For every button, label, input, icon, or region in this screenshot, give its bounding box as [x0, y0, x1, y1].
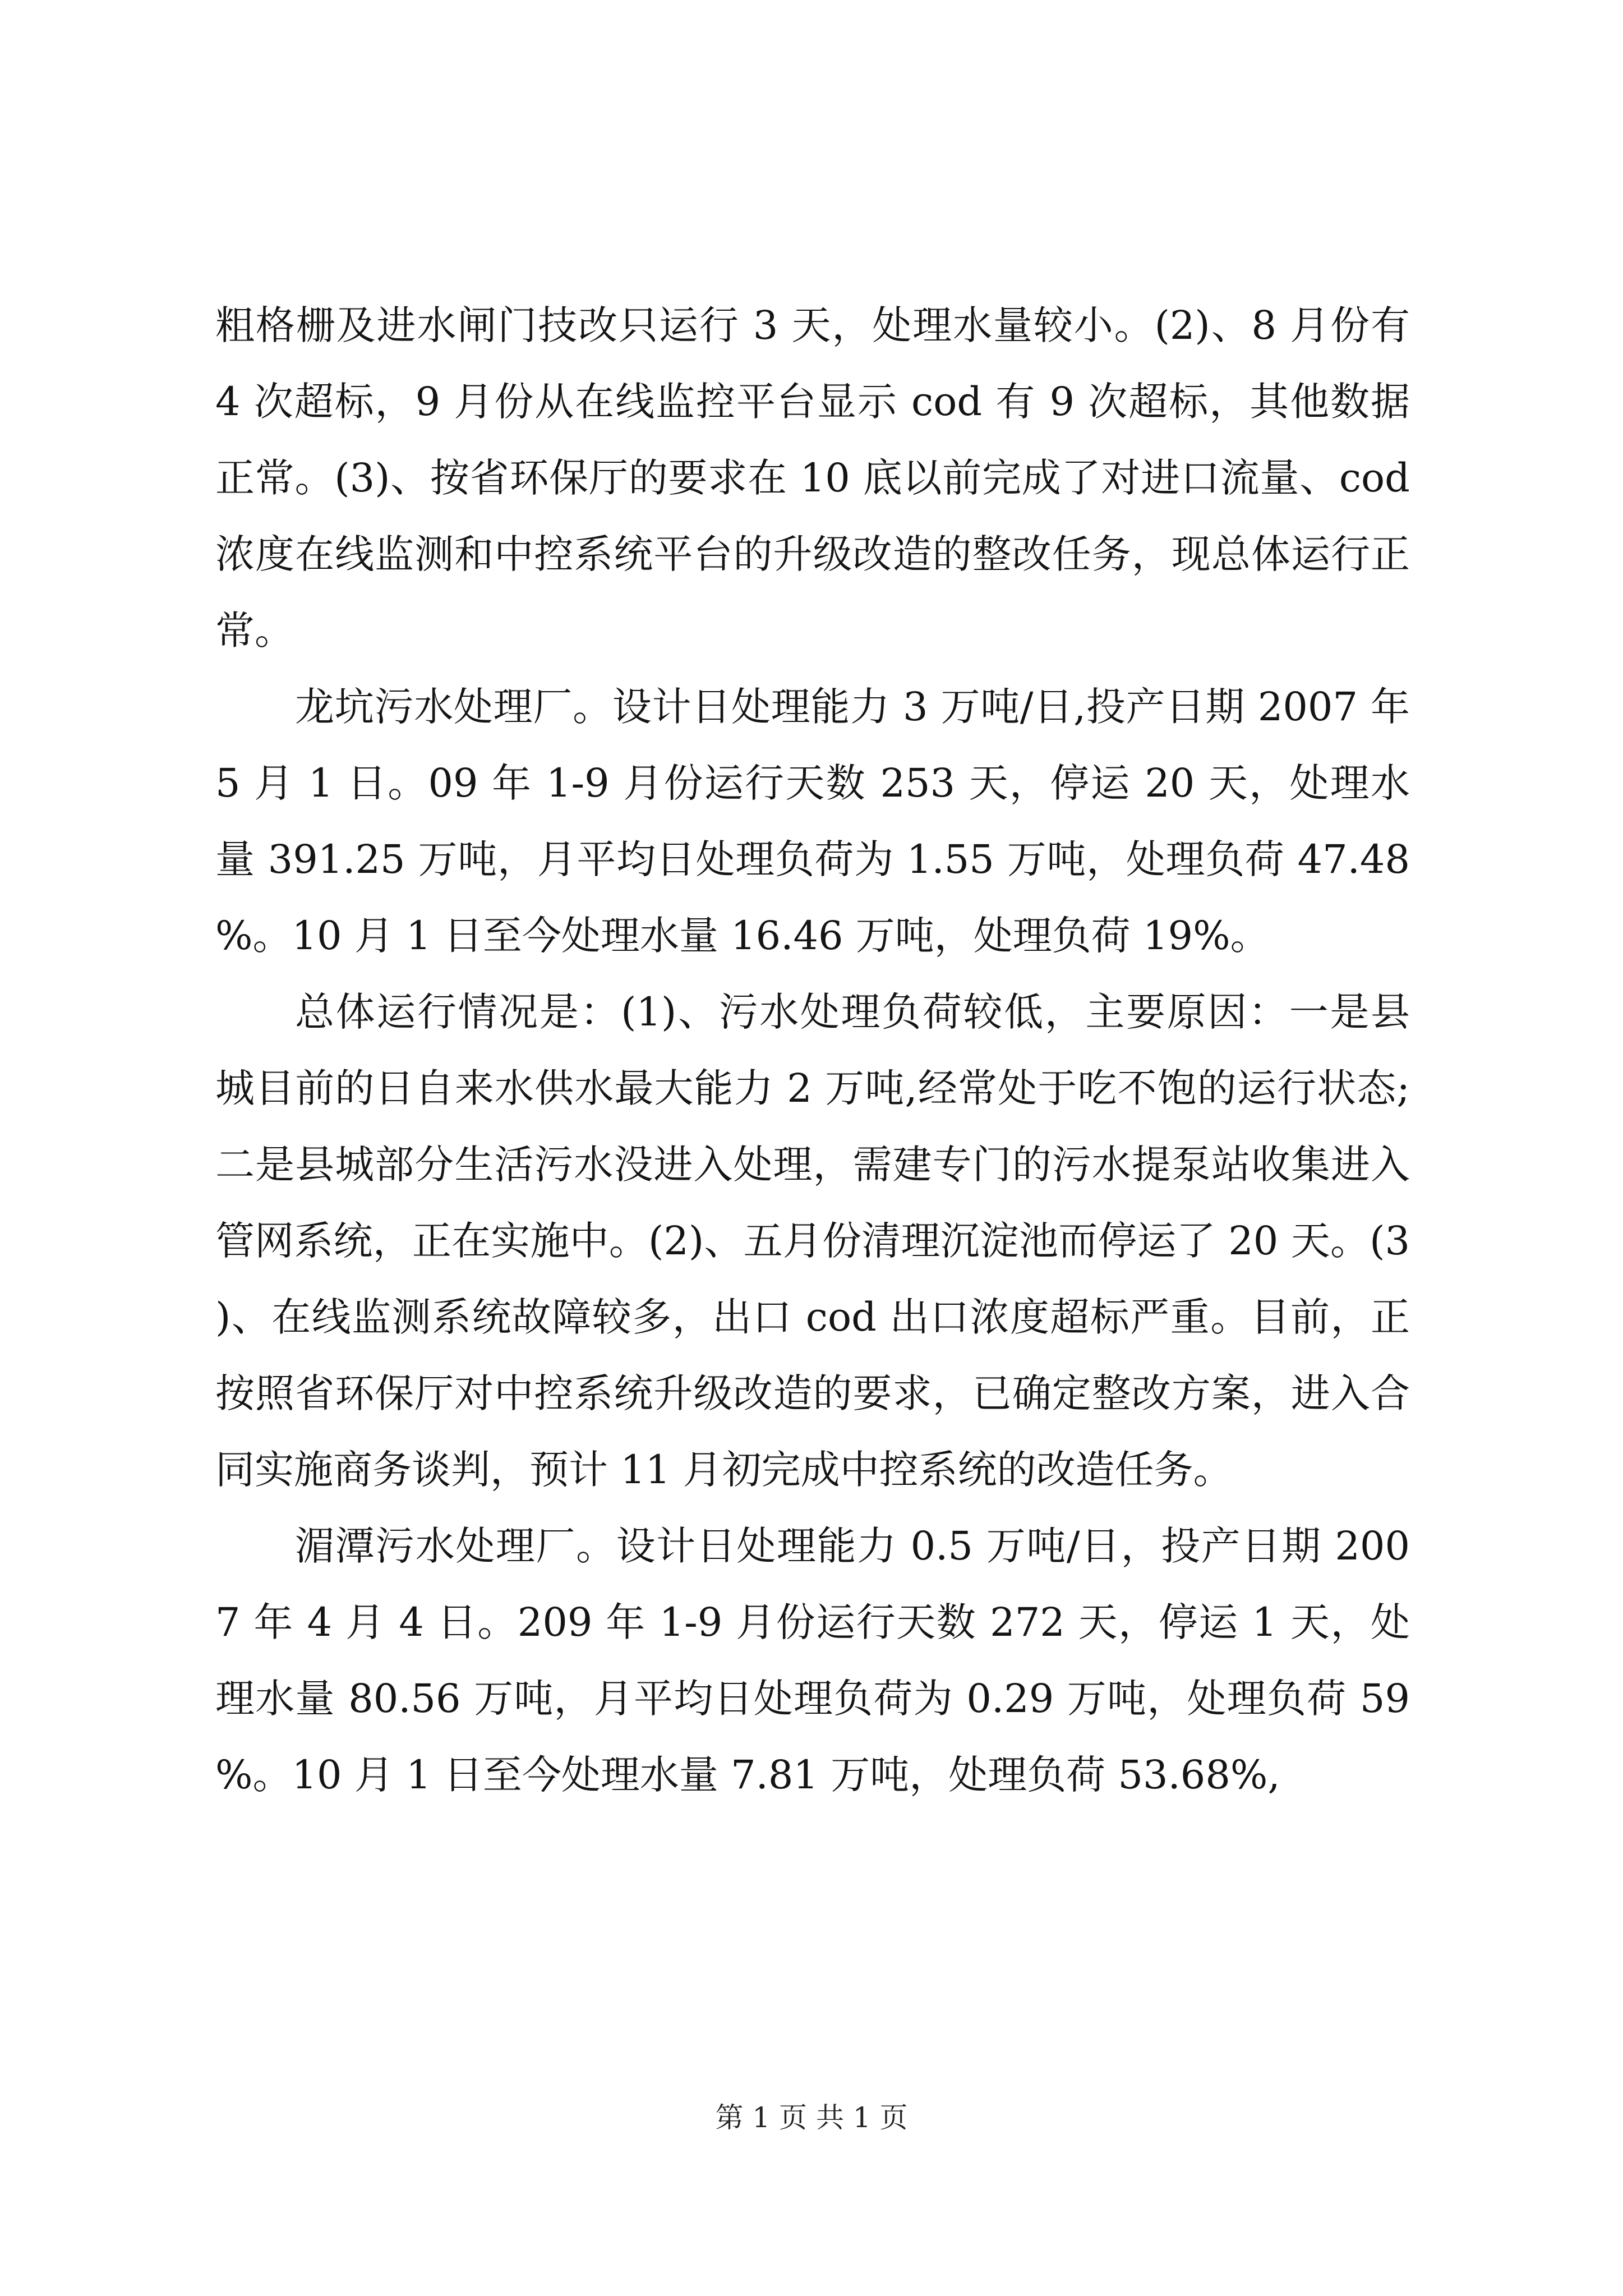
page-number: 第 1 页 共 1 页: [715, 2101, 908, 2134]
paragraph-continuation: 粗格栅及进水闸门技改只运行 3 天，处理水量较小。(2)、8 月份有 4 次超标，9 月份从在线监控平台显示 cod 有 9 次超标，其他数据正常。(3)、按省环保厅的要求在 10 底以前完成了对进口流量、cod 浓度在线监测和中控系统平台的升级改造的整改任务，现总体运行正常。: [215, 302, 1410, 654]
paragraph-meitan-plant: 湄潭污水处理厂。设计日处理能力 0.5 万吨/日，投产日期 2007 年 4 月 4 日。209 年 1-9 月份运行天数 272 天，停运 1 天，处理水量 80.56 万吨，月平均日处理负荷为 0.29 万吨，处理负荷 59%。10 月 1 日至今处理水量 7.81 万吨，处理负荷 53.68%,: [215, 1523, 1410, 1798]
paragraph-longkeng-plant: 龙坑污水处理厂。设计日处理能力 3 万吨/日,投产日期 2007 年 5 月 1 日。09 年 1-9 月份运行天数 253 天，停运 20 天，处理水量 391.25 万吨，月平均日处理负荷为 1.55 万吨，处理负荷 47.48%。10 月 1 日至今处理水量 16.46 万吨，处理负荷 19%。: [215, 684, 1410, 959]
page-footer: [0, 2101, 1623, 2134]
document-body: [215, 287, 1410, 1813]
paragraph-overall-status: 总体运行情况是：(1)、污水处理负荷较低，主要原因：一是县城目前的日自来水供水最大能力 2 万吨,经常处于吃不饱的运行状态;二是县城部分生活污水没进入处理，需建专门的污水提泵站收集进入管网系统，正在实施中。(2)、五月份清理沉淀池而停运了 20 天。(3)、在线监测系统故障较多，出口 cod 出口浓度超标严重。目前，正按照省环保厅对中控系统升级改造的要求，已确定整改方案，进入合同实施商务谈判，预计 11 月初完成中控系统的改造任务。: [215, 989, 1410, 1493]
